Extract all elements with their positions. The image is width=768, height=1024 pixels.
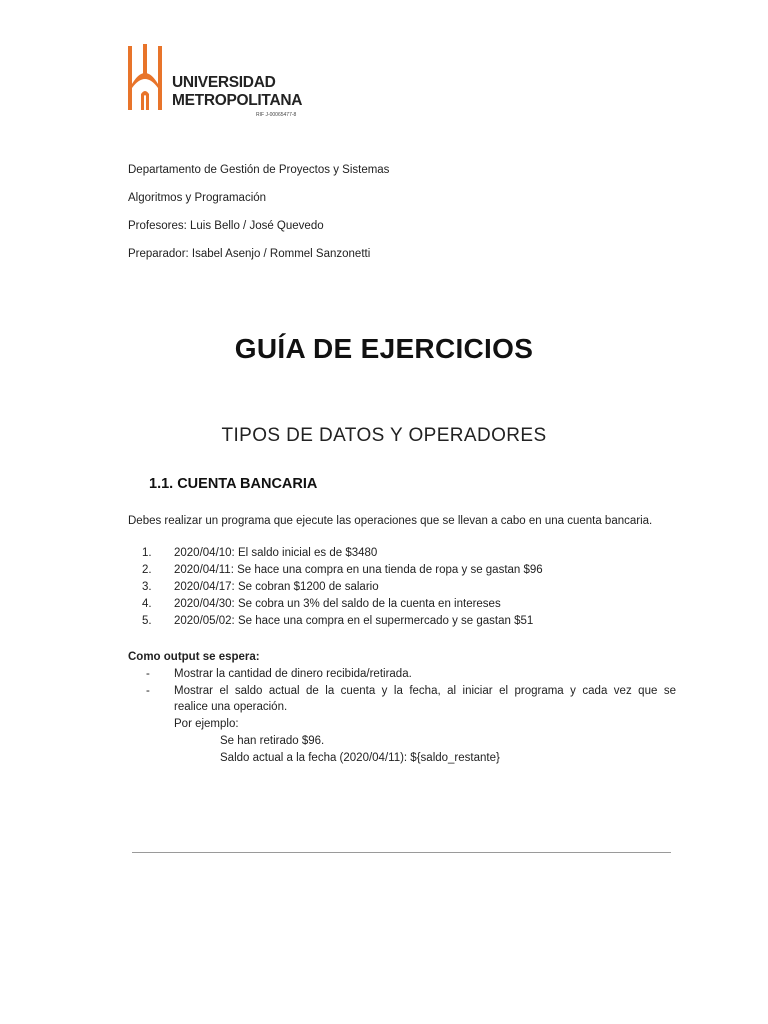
list-item: 2020/04/30: Se cobra un 3% del saldo de la cuenta en intereses <box>174 598 501 610</box>
course-line: Algoritmos y Programación <box>128 192 267 204</box>
list-item-number: 2. <box>142 564 152 576</box>
professors-line: Profesores: Luis Bello / José Quevedo <box>128 220 324 232</box>
example-line: Se han retirado $96. <box>220 735 325 747</box>
list-item: 2020/05/02: Se hace una compra en el supermercado y se gastan $51 <box>174 615 534 627</box>
list-item-number: 5. <box>142 615 152 627</box>
output-item-continuation: realice una operación. <box>174 701 288 713</box>
list-item: 2020/04/11: Se hace una compra en una tienda de ropa y se gastan $96 <box>174 564 543 576</box>
output-item: Mostrar la cantidad de dinero recibida/retirada. <box>174 668 412 680</box>
preparers-line: Preparador: Isabel Asenjo / Rommel Sanzonetti <box>128 248 371 260</box>
list-item: 2020/04/17: Se cobran $1200 de salario <box>174 581 379 593</box>
university-name-line1: UNIVERSIDAD <box>172 74 276 91</box>
section-intro: Debes realizar un programa que ejecute las operaciones que se llevan a cabo en una cuenta bancaria. <box>128 515 653 527</box>
example-line: Saldo actual a la fecha (2020/04/11): ${saldo_restante} <box>220 752 500 764</box>
bullet-dash: - <box>146 685 150 697</box>
page-title: GUÍA DE EJERCICIOS <box>234 333 534 364</box>
bullet-dash: - <box>146 668 150 680</box>
university-name <box>172 74 302 110</box>
output-heading: Como output se espera: <box>128 651 260 663</box>
university-name-line2: METROPOLITANA <box>172 92 303 109</box>
example-label: Por ejemplo: <box>174 718 239 730</box>
list-item-number: 3. <box>142 581 152 593</box>
divider <box>132 852 671 853</box>
department-line: Departamento de Gestión de Proyectos y Sistemas <box>128 164 390 176</box>
output-item: Mostrar el saldo actual de la cuenta y la fecha, al iniciar el programa y cada vez que se <box>174 685 676 697</box>
list-item-number: 4. <box>142 598 152 610</box>
list-item-number: 1. <box>142 547 152 559</box>
university-emblem-icon <box>128 44 162 114</box>
page-subtitle: TIPOS DE DATOS Y OPERADORES <box>221 425 547 446</box>
list-item: 2020/04/10: El saldo inicial es de $3480 <box>174 547 378 559</box>
section-heading: 1.1. CUENTA BANCARIA <box>149 476 318 492</box>
rif-number: RIF J-00065477-8 <box>256 112 297 118</box>
